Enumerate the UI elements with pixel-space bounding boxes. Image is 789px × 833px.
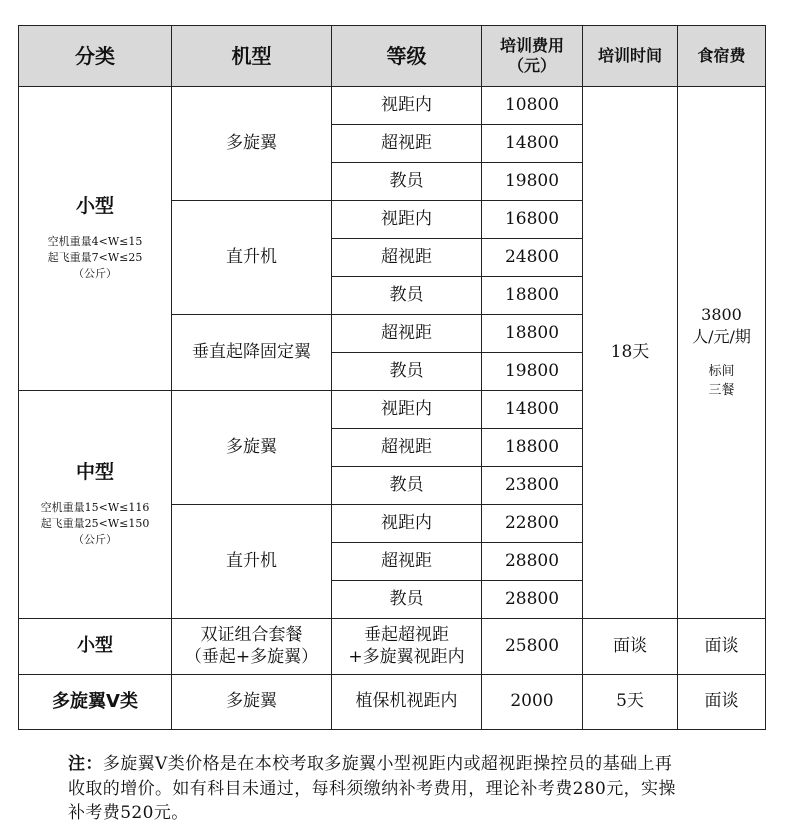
fee-cell: 22800 [482,505,583,543]
v-class-model: 多旋翼 [172,675,332,730]
v-class-level: 植保机视距内 [332,675,482,730]
bundle-duration: 面谈 [583,619,678,675]
level-cell: 超视距 [332,239,482,277]
footnote-line3: 补考费520元。 [68,803,189,824]
footnote-label: 注： [68,754,103,774]
duration-cell: 18天 [583,87,678,619]
v-class-fee: 2000 [482,675,583,730]
fee-cell: 19800 [482,353,583,391]
category-medium-desc2: 起飞重量25<W≤150 [40,517,150,531]
model-helicopter-medium: 直升机 [172,505,332,619]
lodging-cell [678,87,766,619]
bundle-level-line2: +多旋翼视距内 [348,646,465,667]
pricing-table-wrapper [18,25,765,730]
fee-cell: 18800 [482,315,583,353]
level-cell: 教员 [332,277,482,315]
fee-cell: 19800 [482,163,583,201]
model-helicopter-small: 直升机 [172,201,332,315]
level-cell: 超视距 [332,315,482,353]
category-small-cell [19,87,172,391]
fee-cell: 28800 [482,543,583,581]
header-fee-line2: （元） [507,56,556,75]
level-cell: 教员 [332,163,482,201]
level-cell: 教员 [332,467,482,505]
level-cell: 超视距 [332,125,482,163]
bundle-fee: 25800 [482,619,583,675]
fee-cell: 10800 [482,87,583,125]
model-vtol: 垂直起降固定翼 [172,315,332,391]
bundle-category: 小型 [19,619,172,675]
level-cell: 视距内 [332,87,482,125]
bundle-model-line1: 双证组合套餐 [200,625,303,646]
v-class-category: 多旋翼V类 [19,675,172,730]
category-small-desc2: 起飞重量7<W≤25 [47,251,143,265]
level-cell: 视距内 [332,201,482,239]
header-fee [482,26,583,87]
model-multirotor-small: 多旋翼 [172,87,332,201]
level-cell: 超视距 [332,429,482,467]
footnote [68,752,728,826]
fee-cell: 23800 [482,467,583,505]
header-model: 机型 [172,26,332,87]
level-cell: 超视距 [332,543,482,581]
level-cell: 教员 [332,353,482,391]
bundle-level-line1: 垂起超视距 [364,625,449,646]
fee-cell: 18800 [482,429,583,467]
bundle-model [172,619,332,675]
lodging-room: 标间 [708,363,735,379]
model-multirotor-medium: 多旋翼 [172,391,332,505]
level-cell: 视距内 [332,505,482,543]
fee-cell: 28800 [482,581,583,619]
v-class-duration: 5天 [583,675,678,730]
category-medium-desc1: 空机重量15<W≤116 [40,501,150,515]
fee-cell: 16800 [482,201,583,239]
fee-cell: 14800 [482,125,583,163]
header-category: 分类 [19,26,172,87]
lodging-meals: 三餐 [708,383,735,399]
table-header-row [19,26,766,87]
bundle-model-line2: （垂起+多旋翼） [184,646,319,667]
lodging-price: 3800 [701,305,742,325]
category-medium-desc3: （公斤） [73,533,117,547]
header-lodging: 食宿费 [678,26,766,87]
bundle-row [19,619,766,675]
fee-cell: 24800 [482,239,583,277]
header-fee-line1: 培训费用 [499,36,564,55]
v-class-row [19,675,766,730]
table-row [19,87,766,125]
pricing-table [18,25,766,730]
level-cell: 教员 [332,581,482,619]
bundle-lodging: 面谈 [678,619,766,675]
category-medium-name: 中型 [75,460,114,483]
fee-cell: 14800 [482,391,583,429]
category-small-desc3: （公斤） [73,267,117,281]
header-duration: 培训时间 [583,26,678,87]
category-small-name: 小型 [75,194,114,217]
category-medium-cell [19,391,172,619]
fee-cell: 18800 [482,277,583,315]
footnote-line2: 收取的增价。如有科目未通过，每科须缴纳补考费用，理论补考费280元，实操 [68,778,676,799]
header-level: 等级 [332,26,482,87]
bundle-level [332,619,482,675]
v-class-lodging: 面谈 [678,675,766,730]
category-small-desc1: 空机重量4<W≤15 [47,235,143,249]
level-cell: 视距内 [332,391,482,429]
lodging-unit: 人/元/期 [692,327,751,346]
footnote-line1: 多旋翼V类价格是在本校考取多旋翼小型视距内或超视距操控员的基础上再 [102,754,673,774]
